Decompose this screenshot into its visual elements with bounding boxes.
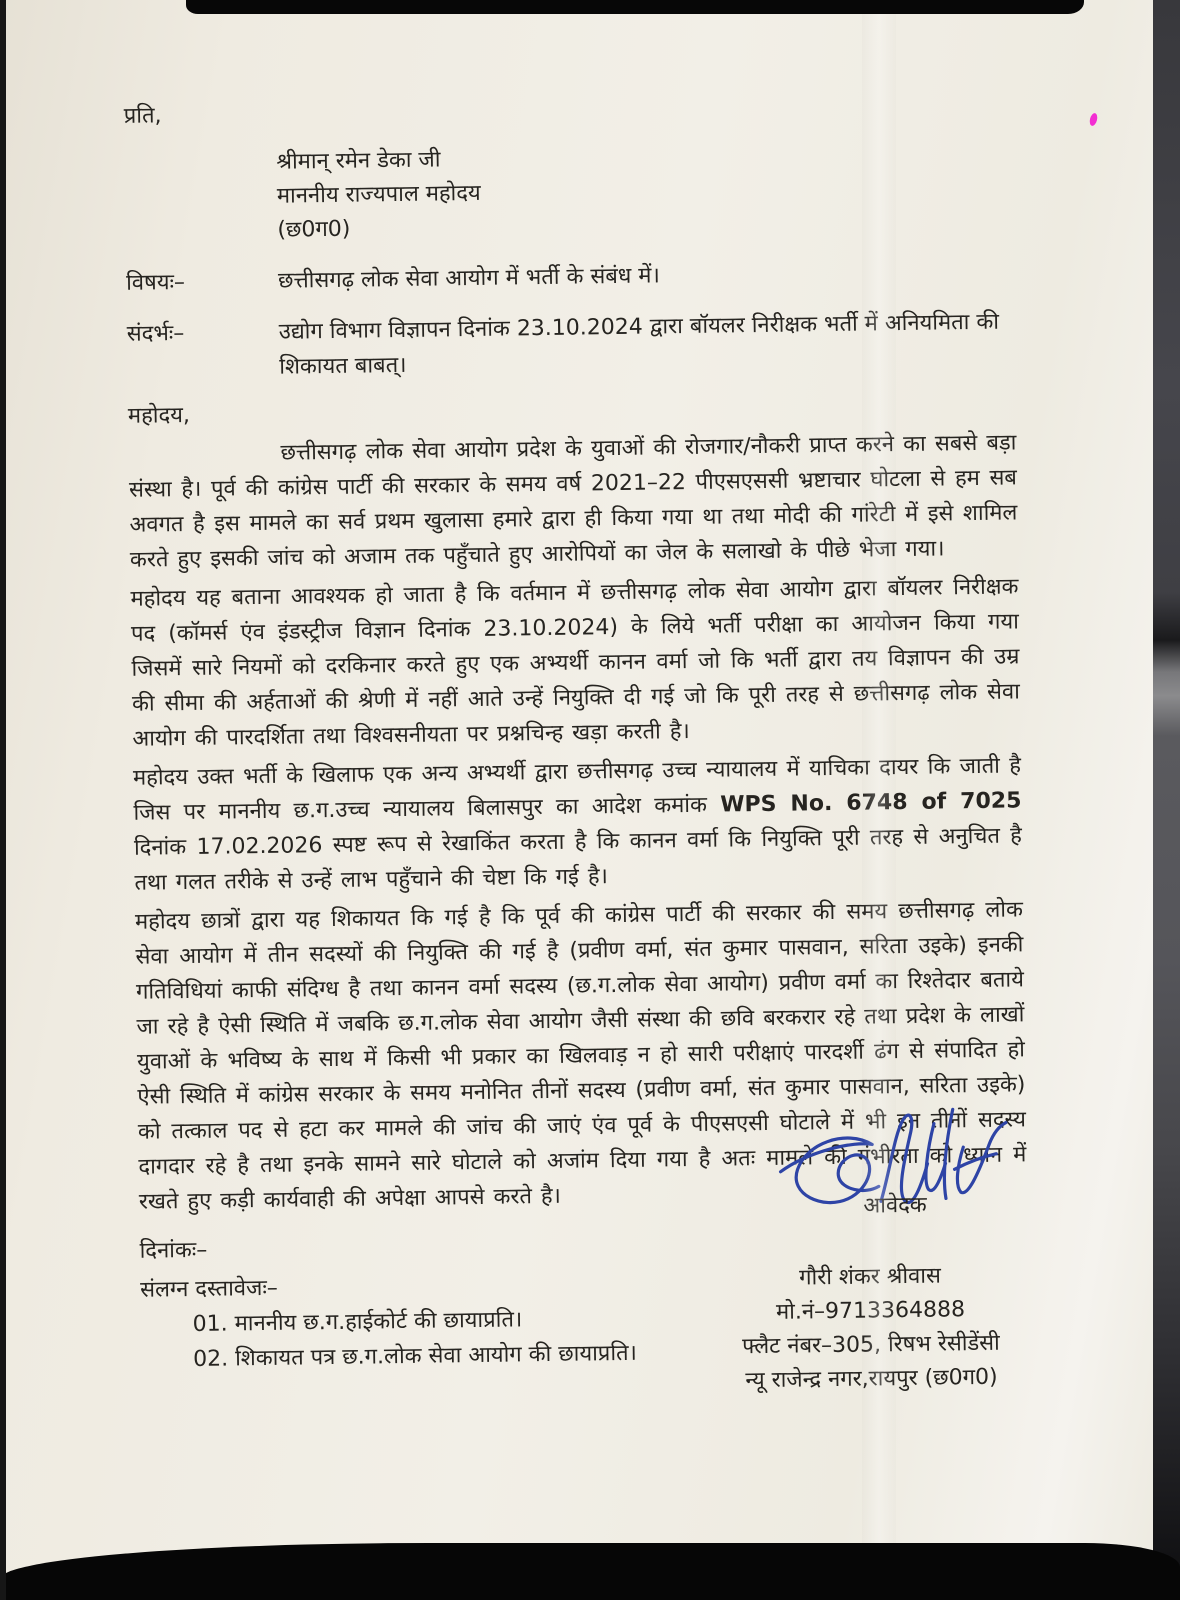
paragraph-3-before: महोदय उक्त भर्ती के खिलाफ एक अन्य अभ्यर्थी द्वारा छत्तीसगढ़ उच्च न्यायालय में याचिका दायर कि जाती है जिस पर माननीय छ.ग.उच्च न्यायालय बिलासपुर का आदेश कमांक bbox=[132, 753, 1022, 826]
applicant-caption: आवेदक bbox=[863, 1192, 927, 1219]
background-bottom-edge bbox=[0, 1543, 1180, 1600]
recipient-block bbox=[276, 135, 1013, 247]
applicant-address-line1: फ्लैट नंबर–305, रिषभ रेसीडेंसी bbox=[742, 1330, 1000, 1360]
reference-text: उद्योग विभाग विज्ञापन दिनांक 23.10.2024 द्वारा बॉयलर निरीक्षक भर्ती में अनियमिता की शिकायत बाबत्। bbox=[278, 309, 1000, 380]
recipient-title: माननीय राज्यपाल महोदय bbox=[276, 180, 481, 209]
paragraph-3-after: दिनांक 17.02.2026 स्पष्ट रूप से रेखाकिंत करता है कि कानन वर्मा कि नियुक्ति पूरी तरह से अनुचित है तथा गलत तरीके से उन्हें लाभ पहुँचाने की चेष्टा कि गई है। bbox=[133, 823, 1023, 896]
applicant-phone: मो.नं–9713364888 bbox=[775, 1297, 966, 1325]
case-number: WPS No. 6748 of 7025 bbox=[720, 788, 1022, 818]
attachments-label: संलग्न दस्तावेजः– bbox=[139, 1275, 278, 1303]
recipient-name: श्रीमान् रमेन डेका जी bbox=[276, 147, 441, 175]
subject-label: विषयः– bbox=[125, 269, 186, 296]
background-right-edge bbox=[1153, 0, 1180, 1600]
reference-label: संदर्भः– bbox=[126, 320, 185, 347]
subject-text: छत्तीसगढ़ लोक सेवा आयोग में भर्ती के संबंध में। bbox=[277, 263, 661, 294]
body-paragraph-4: महोदय छात्रों द्वारा यह शिकायत कि गई है कि पूर्व की कांग्रेस पार्टी की सरकार की समय छत्तीसगढ़ लोक सेवा आयोग में तीन सदस्यों की नियुक्ति की गई है (प्रवीण वर्मा, संत कुमार पासवान, सरिता उइके) इनकी गतिविधियां काफी संदिग्ध है तथा कानन वर्मा सदस्य (छ.ग.लोक सेवा आयोग) प्रवीण वर्मा का रिश्तेदार बताये जा रहे है ऐसी स्थिति में जबकि छ.ग.लोक सेवा आयोग जैसी संस्था की छवि बरकरार रहे तथा प्रदेश के लाखों युवाओं के भविष्य के साथ में किसी भी प्रकार का खिलवाड़ न हो सारी परीक्षाएं पारदर्शी ढंग से संपादित हो ऐसी स्थिति में कांग्रेस सरकार के समय मनोनित तीनों सदस्य (प्रवीण वर्मा, संत कुमार पासवान, सरिता उइके) को तत्काल पद से हटा कर मामले की जांच की जाएं एंव पूर्व के पीएसएसी घोटाले में भी इन तीनों सदस्य दागदार रहे है तथा इनके सामने सारे घोटाले को अजांम दिया गया है अतः मामले की गंभीरता को ध्यान में रखते हुए कड़ी कार्यवाही की अपेक्षा आपसे करते है। bbox=[134, 897, 1027, 1215]
background-left-edge bbox=[0, 0, 6, 1600]
body-paragraph-2: महोदय यह बताना आवश्यक हो जाता है कि वर्तमान में छत्तीसगढ़ लोक सेवा आयोग द्वारा बॉयलर निरीक्षक पद (कॉमर्स एंव इंडस्ट्रीज विज्ञान दिनांक 23.10.2024) के लिये भर्ती परीक्षा का आयोजन किया गया जिसमें सारे नियमों को दरकिनार करते हुए एक अभ्यर्थी कानन वर्मा जो कि भर्ती द्वारा तय विज्ञापन की उम्र की सीमा की अर्हताओं की श्रेणी में नहीं आते उन्हें नियुक्ति दी गई जो कि पूरी तरह से छत्तीसगढ़ लोक सेवा आयोग की पारदर्शिता तथा विश्वसनीयता पर प्रश्नचिन्ह खड़ा करती है। bbox=[130, 574, 1021, 752]
date-label: दिनांकः– bbox=[139, 1237, 208, 1264]
attachment-item: 02. शिकायत पत्र छ.ग.लोक सेवा आयोग की छायाप्रति। bbox=[192, 1340, 638, 1372]
applicant-address-line2: न्यू राजेन्द्र नगर,रायपुर (छ0ग0) bbox=[745, 1364, 998, 1394]
body-paragraph-1: छत्तीसगढ़ लोक सेवा आयोग प्रदेश के युवाओं की रोजगार/नौकरी प्राप्त करने का सबसे बड़ा संस्था है। पूर्व की कांग्रेस पार्टी की सरकार के समय वर्ष 2021–22 पीएसएससी भ्रष्टाचार घोटला से हम सब अवगत है इस मामले का सर्व प्रथम खुलासा हमारे द्वारा ही किया गया था तथा मोदी की गांरेटी में इसे शामिल करते हुए इसकी जांच को अजाम तक पहुँचाते हुए आरोपियों का जेल के सलाखो के पीछे भेजा गया। bbox=[128, 430, 1018, 573]
to-label: प्रति, bbox=[123, 103, 162, 129]
paper-crease bbox=[862, 0, 896, 1600]
recipient-region: (छ0ग0) bbox=[277, 216, 351, 243]
applicant-name: गौरी शंकर श्रीवास bbox=[799, 1263, 942, 1291]
attachment-item: 01. माननीय छ.ग.हाईकोर्ट की छायाप्रति। bbox=[192, 1307, 523, 1337]
background-top-edge bbox=[186, 0, 1084, 14]
greeting: महोदय, bbox=[127, 402, 191, 429]
